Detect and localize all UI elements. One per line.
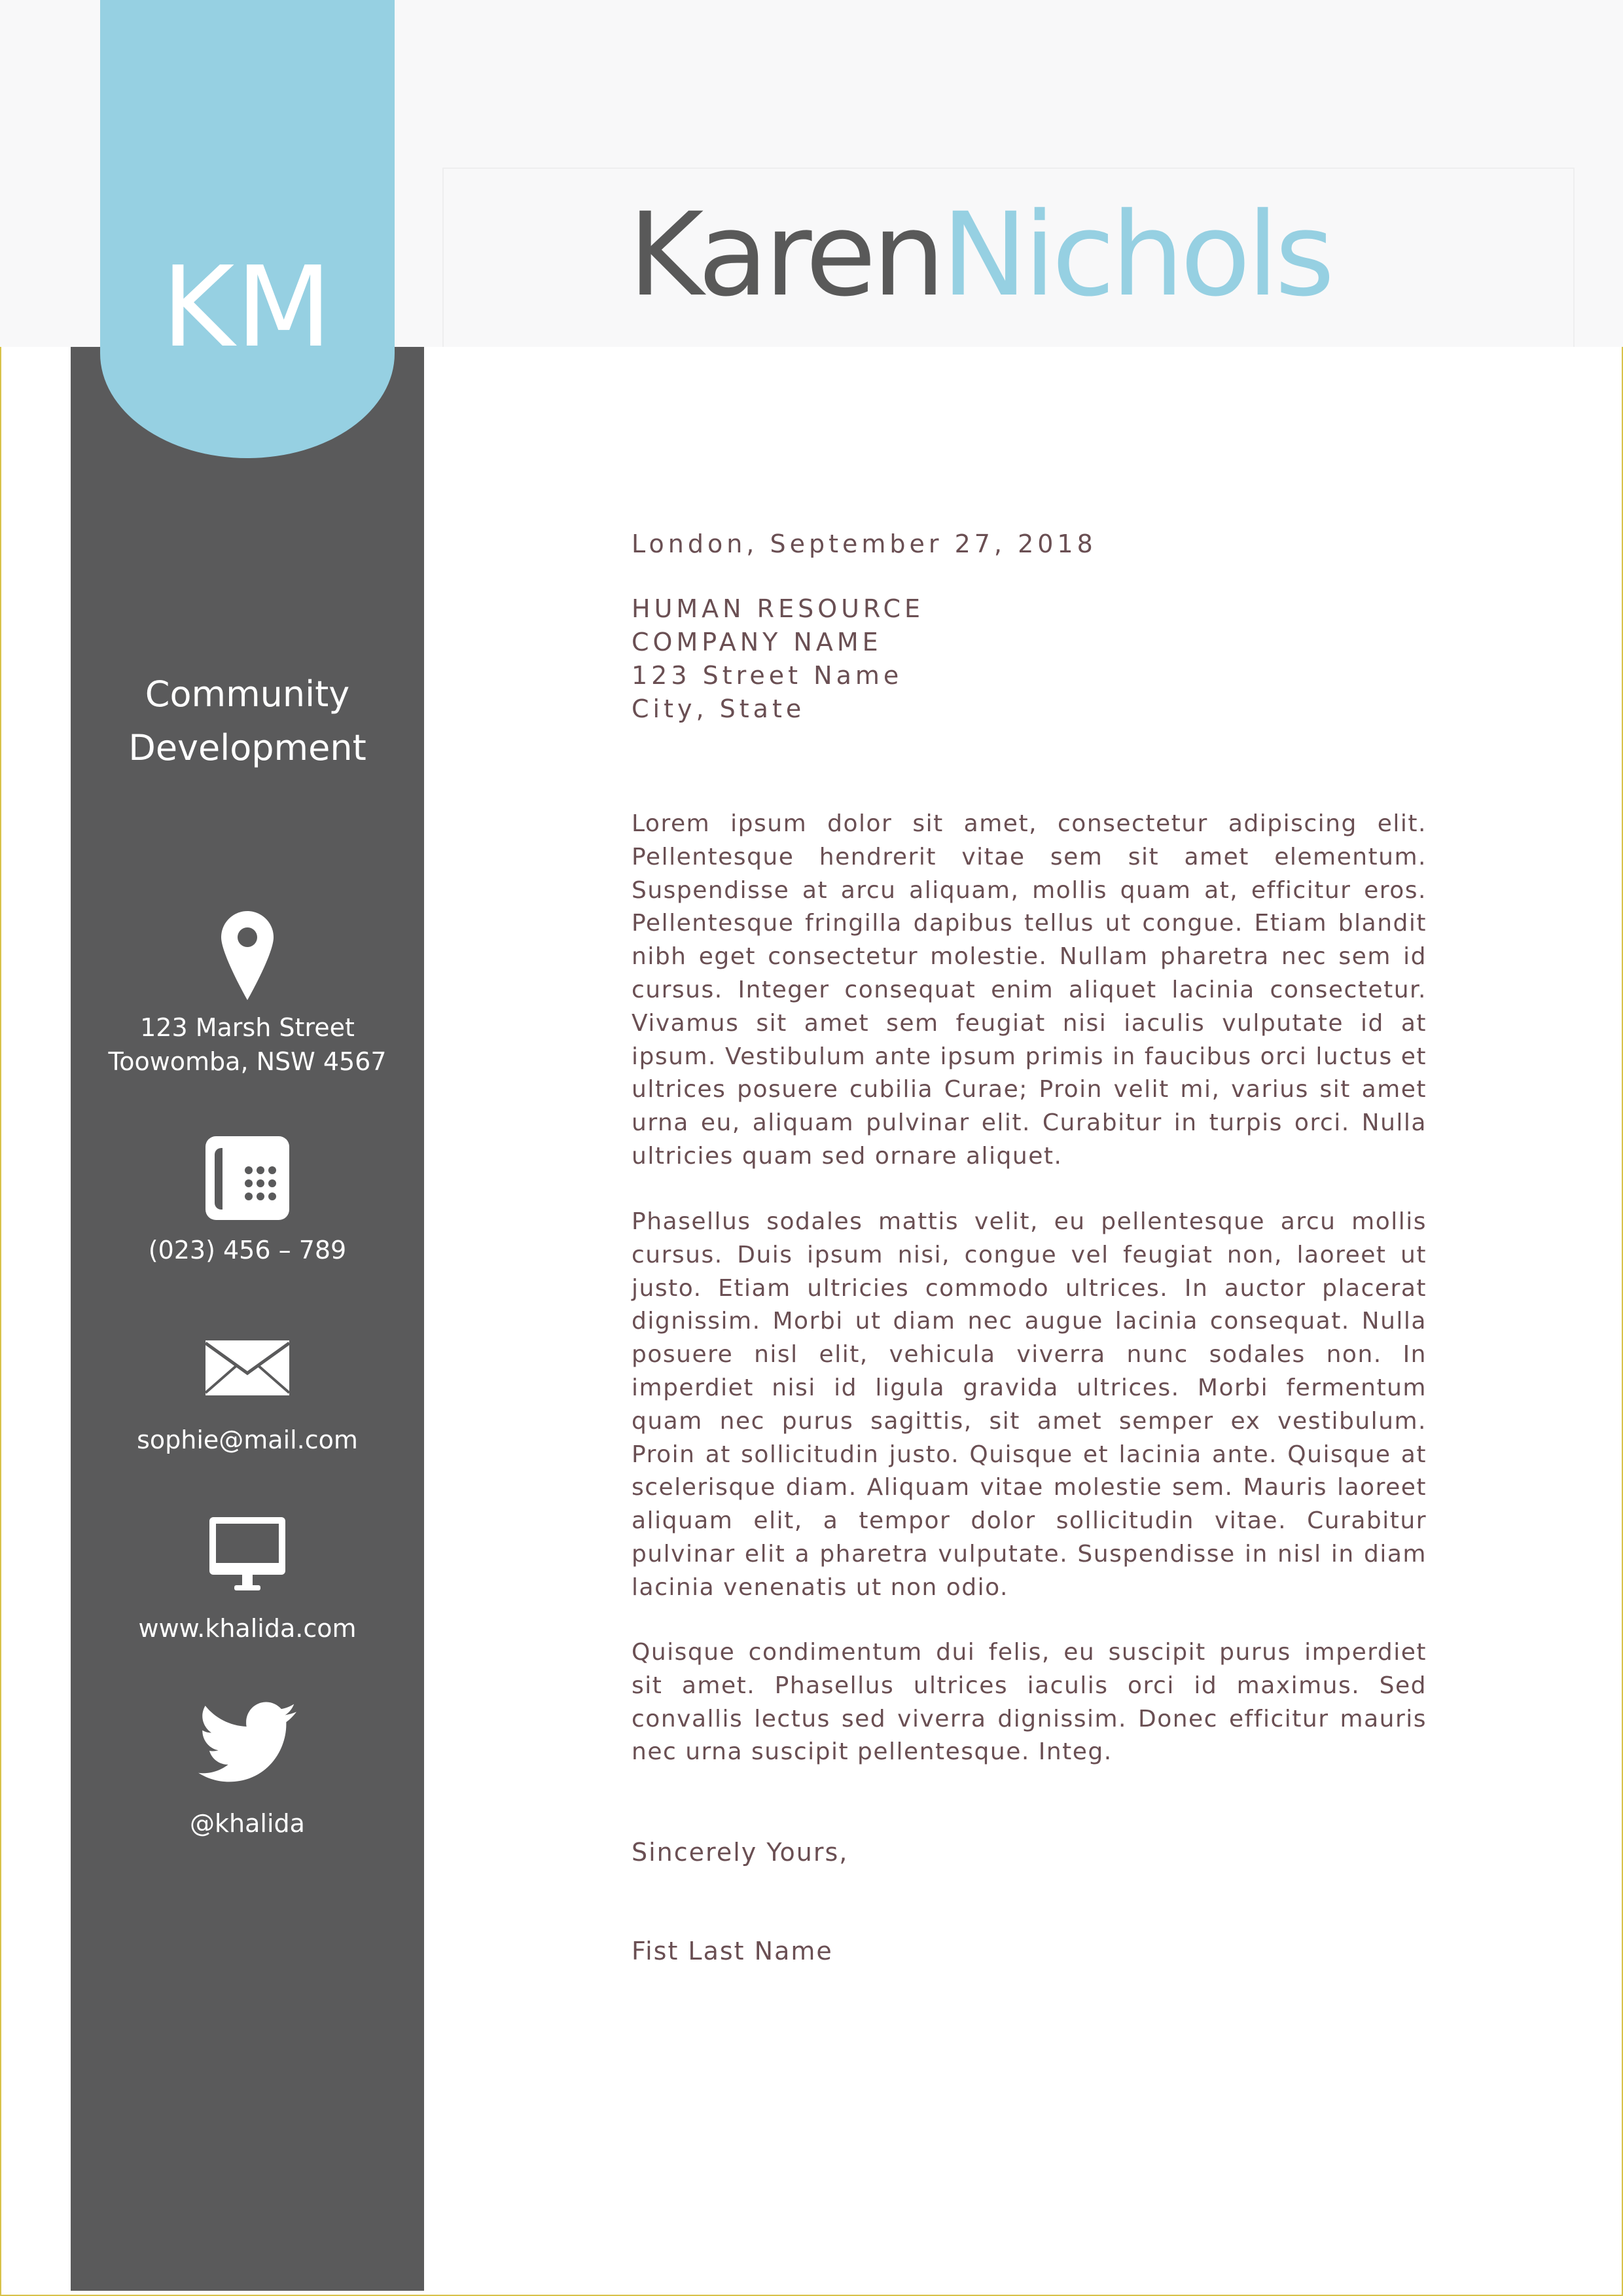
recipient-line: 123 Street Name [632, 661, 903, 690]
signature-name: Fist Last Name [632, 1937, 833, 1965]
website[interactable]: www.khalida.com [138, 1614, 357, 1643]
email[interactable]: sophie@mail.com [137, 1426, 358, 1454]
letter-paragraph: Quisque condimentum dui felis, eu suscipit purus imperdiet sit amet. Phasellus ultrices iaculis orci id maximus. Sed convallis lectus sed viverra dignissim. Donec efficitur mauris nec urna suscipit pellentesque. Integ. [632, 1639, 1427, 1766]
address: 123 Marsh Street Toowomba, NSW 4567 [108, 1013, 387, 1076]
monogram: KM [161, 243, 334, 372]
last-name: Nichols [941, 188, 1331, 322]
map-pin-icon [188, 911, 306, 1000]
twitter-bird-icon [188, 1702, 306, 1784]
monitor-icon [188, 1517, 306, 1593]
letter-paragraph: Lorem ipsum dolor sit amet, consectetur adipiscing elit. Pellentesque hendrerit vitae sem sit amet elementum. Suspendisse at arcu aliquam, mollis quam at, efficitur eros. Pellentesque fringilla dapibus tellus ut congue. Etiam blandit nibh eget consectetur molestie. Nullam pharetra nec sem id cursus. Integer consequat enim aliquet lacinia consectetur. Vivamus sit amet sem feugiat nisi iaculis vulputate id at ipsum. Vestibulum ante ipsum primis in faucibus orci luctus et ultrices posuere cubilia Curae; Proin velit mi, varius sit amet urna eu, aliquam pulvinar elit. Curabitur in turpis orci. Nulla ultricies quam sed ornare aliquet. [632, 810, 1427, 1170]
recipient-line: COMPANY NAME [632, 628, 882, 656]
monogram-tab [100, 0, 395, 458]
full-name [628, 183, 1331, 327]
letter-date: London, September 27, 2018 [632, 529, 1097, 558]
profession-title: Community Development [128, 673, 366, 768]
recipient-block [632, 592, 1427, 726]
envelope-icon [188, 1340, 306, 1395]
first-name: Karen [628, 188, 942, 322]
sidebar [71, 347, 424, 2291]
phone-number: (023) 456 – 789 [148, 1236, 347, 1265]
recipient-line: HUMAN RESOURCE [632, 594, 924, 623]
closing: Sincerely Yours, [632, 1838, 849, 1867]
recipient-line: City, State [632, 694, 806, 723]
twitter-handle[interactable]: @khalida [190, 1809, 305, 1838]
letter-paragraph: Phasellus sodales mattis velit, eu pellentesque arcu mollis cursus. Duis ipsum nisi, congue vel feugiat non, laoreet ut justo. Etiam ultricies commodo ultrices. In auctor placerat dignissim. Morbi ut diam nec augue lacinia consequat. Nulla posuere nisl elit, vehicula viverra nunc sodales non. In imperdiet nisi id ligula gravida ultrices. Morbi fermentum quam nec purus sagittis, sit amet semper ex vestibulum. Proin at sollicitudin justo. Quisque et lacinia ante. Quisque at scelerisque diam. Aliquam vitae molestie sem. Mauris laoreet aliquam elit, a tempor dolor sollicitudin vitae. Curabitur pulvinar elit a pharetra vulputate. Suspendisse in nisl in diam lacinia venenatis ut non odio. [632, 1208, 1427, 1601]
phone-icon [188, 1136, 306, 1220]
